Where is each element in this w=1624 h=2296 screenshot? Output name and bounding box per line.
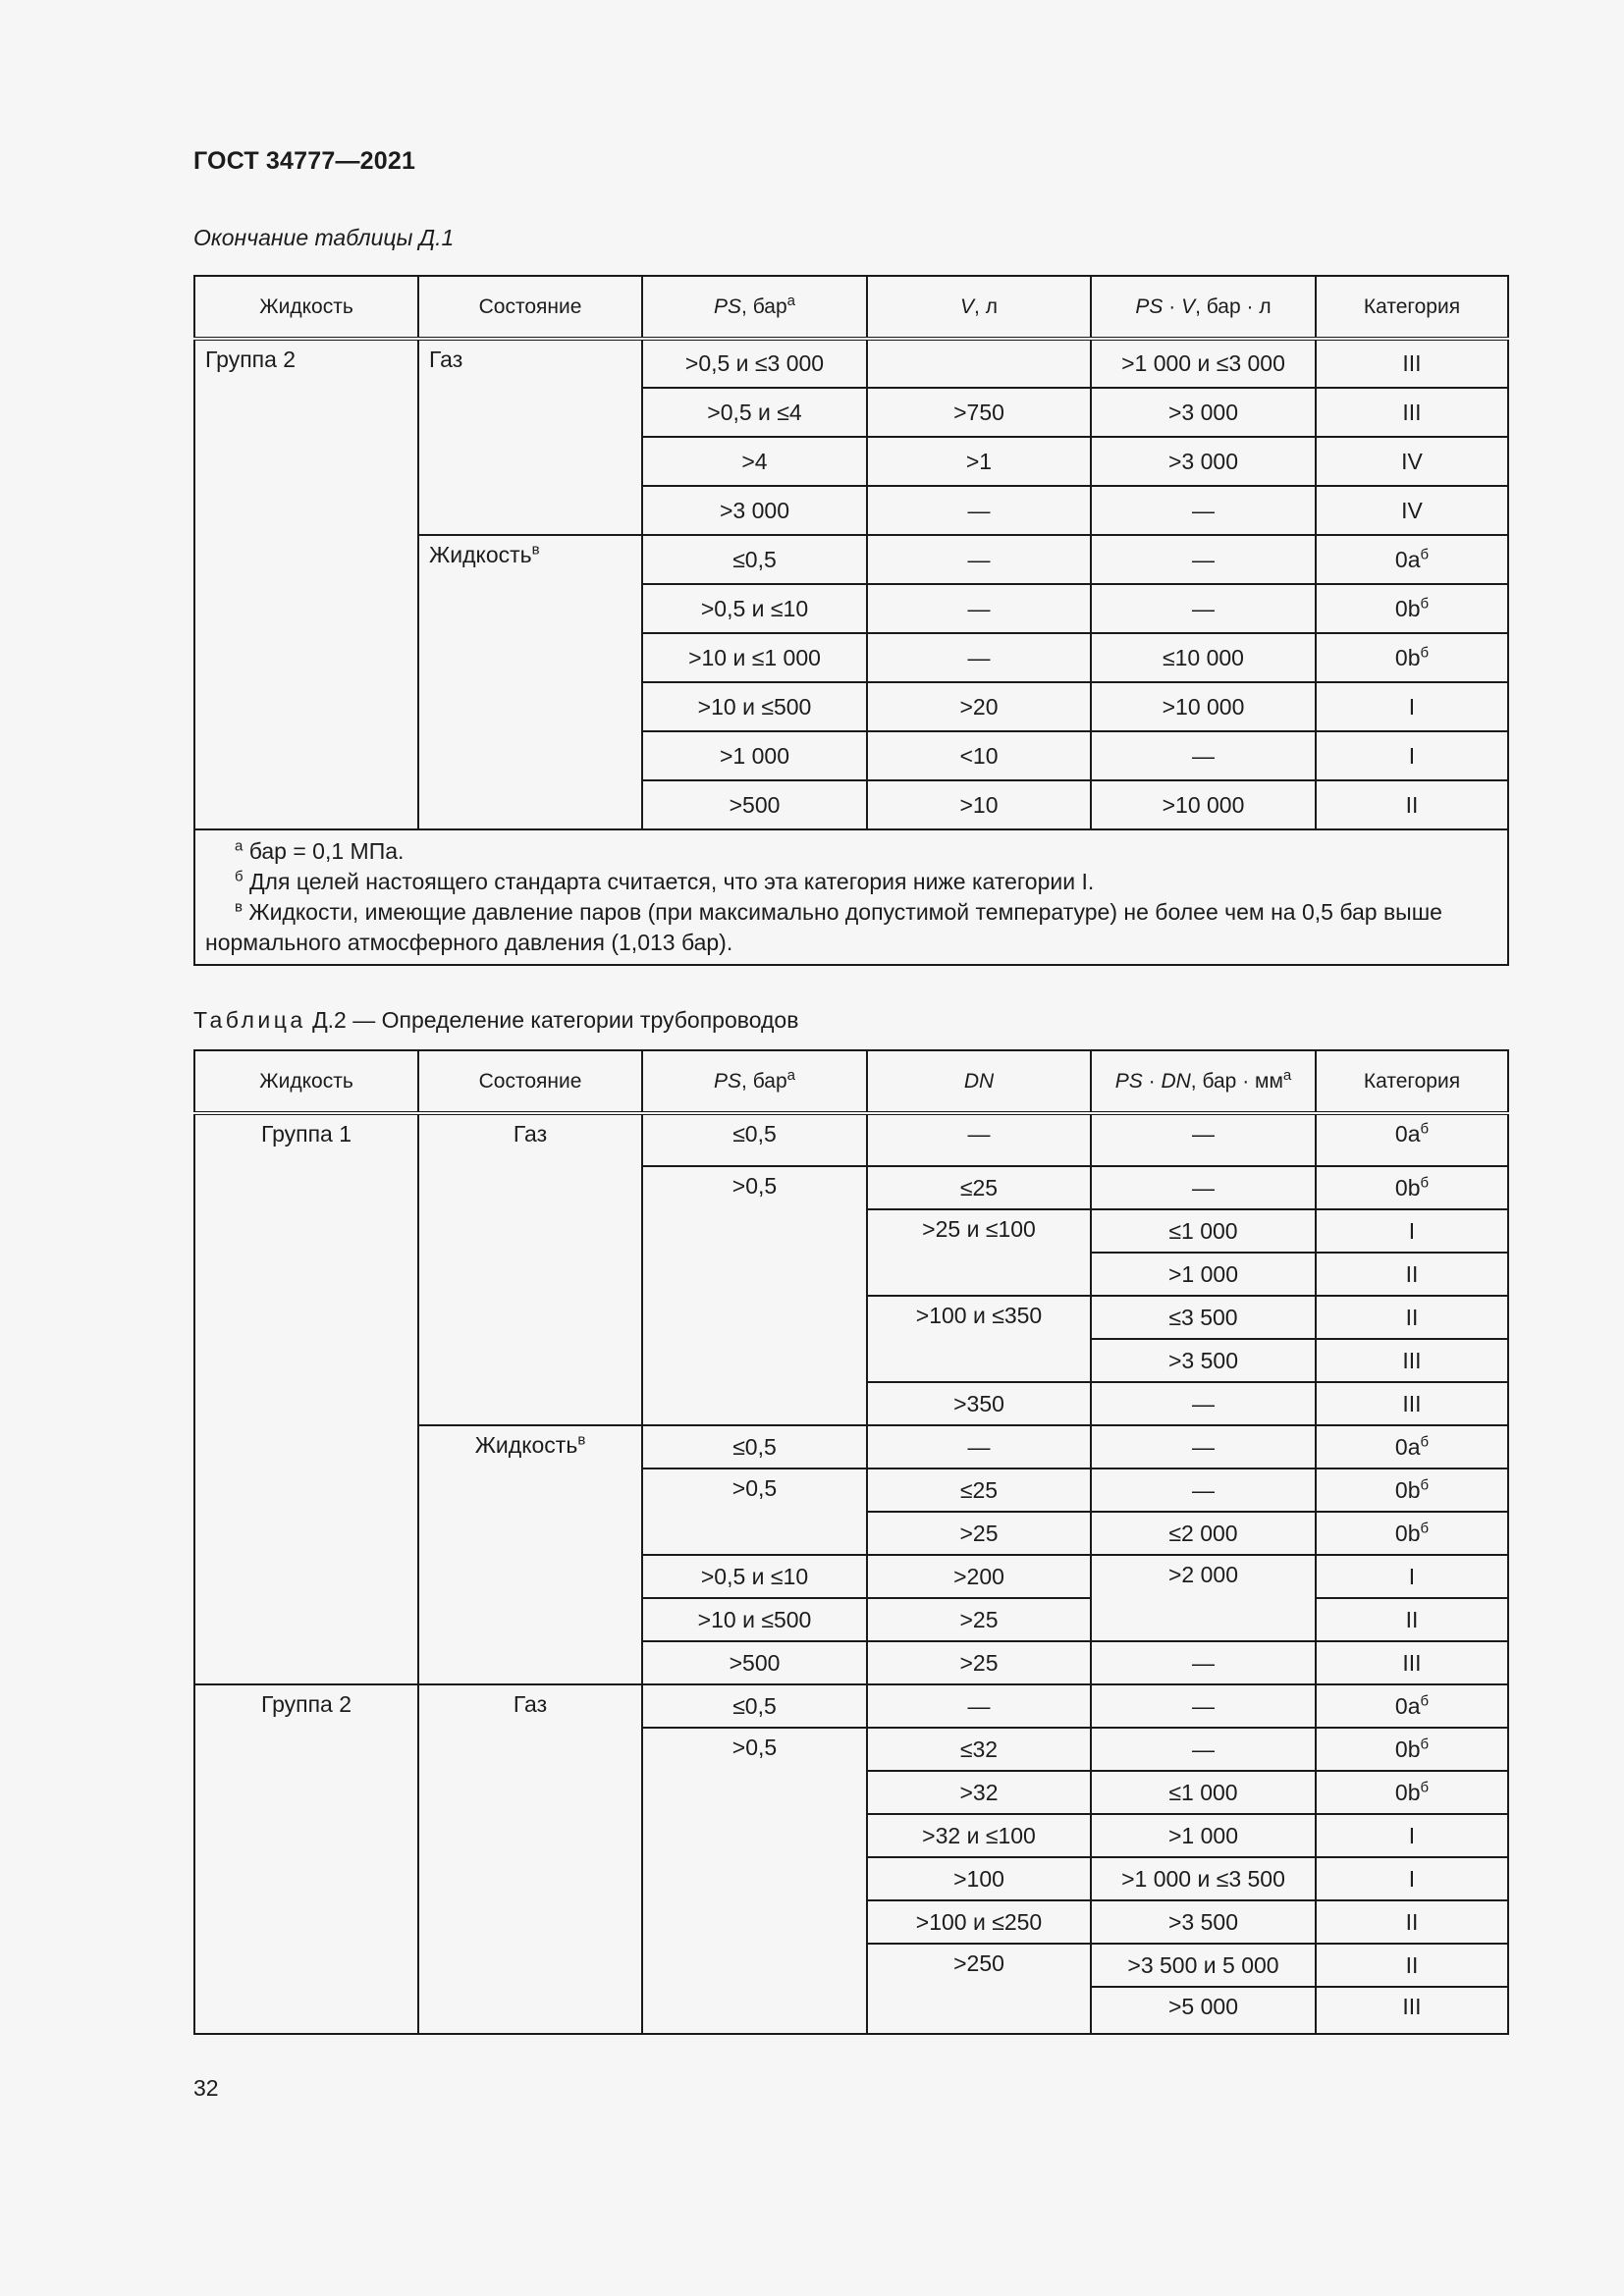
dn-cell: >100 и ≤350 xyxy=(867,1296,1091,1382)
psdn-cell: — xyxy=(1091,1468,1316,1512)
col-v: V, л xyxy=(867,276,1091,339)
dn-cell: >25 xyxy=(867,1598,1091,1641)
category-cell: $0b^б$ xyxy=(1316,1728,1508,1771)
category-cell: $0a^б$ xyxy=(1316,1684,1508,1728)
dn-cell: >32 и ≤100 xyxy=(867,1814,1091,1857)
psdn-cell: >1 000 xyxy=(1091,1253,1316,1296)
state-cell: Газ xyxy=(418,1684,642,2034)
dn-cell: >250 xyxy=(867,1944,1091,2034)
category-cell: III xyxy=(1316,339,1508,388)
dn-cell: >350 xyxy=(867,1382,1091,1425)
col-ps: PS, бар$^а$ xyxy=(642,1050,867,1113)
ps-cell: >0,5 xyxy=(642,1166,867,1425)
fluid-group-cell: Группа 2 xyxy=(194,339,418,829)
category-cell: $0b^б$ xyxy=(1316,1771,1508,1814)
v-cell: <10 xyxy=(867,731,1091,780)
ps-cell: >0,5 xyxy=(642,1468,867,1555)
psdn-cell: >1 000 xyxy=(1091,1814,1316,1857)
table1-header-row xyxy=(194,276,1508,339)
dn-cell: ≤25 xyxy=(867,1166,1091,1209)
table1-notes-row xyxy=(194,829,1508,965)
psdn-cell: ≤1 000 xyxy=(1091,1209,1316,1253)
category-cell: II xyxy=(1316,780,1508,829)
dn-cell: >25 xyxy=(867,1641,1091,1684)
category-cell: $0b^б$ xyxy=(1316,1512,1508,1555)
category-cell: I xyxy=(1316,1814,1508,1857)
dn-cell: ≤32 xyxy=(867,1728,1091,1771)
dn-cell: — xyxy=(867,1113,1091,1166)
category-cell: $0b^б$ xyxy=(1316,1468,1508,1512)
ps-cell: >10 и ≤500 xyxy=(642,1598,867,1641)
ps-cell: >500 xyxy=(642,780,867,829)
category-cell: II xyxy=(1316,1253,1508,1296)
psv-cell: >3 000 xyxy=(1091,388,1316,437)
psv-cell: >10 000 xyxy=(1091,780,1316,829)
col-ps-dn: PS · DN, бар · $мм^а$ xyxy=(1091,1050,1316,1113)
psdn-cell: — xyxy=(1091,1382,1316,1425)
psdn-cell: — xyxy=(1091,1425,1316,1468)
table-d2 xyxy=(193,1049,1509,2035)
category-cell: $0a^б$ xyxy=(1316,1113,1508,1166)
col-category: Категория xyxy=(1316,276,1508,339)
col-ps: PS, бар$^а$ xyxy=(642,276,867,339)
col-category: Категория xyxy=(1316,1050,1508,1113)
ps-cell: >1 000 xyxy=(642,731,867,780)
v-cell: — xyxy=(867,633,1091,682)
ps-cell: ≤0,5 xyxy=(642,1425,867,1468)
category-cell: I xyxy=(1316,1555,1508,1598)
ps-cell: >0,5 и ≤10 xyxy=(642,584,867,633)
category-cell: IV xyxy=(1316,437,1508,486)
psv-cell: >10 000 xyxy=(1091,682,1316,731)
dn-cell: >200 xyxy=(867,1555,1091,1598)
fluid-group-cell: Группа 1 xyxy=(194,1113,418,1684)
category-cell: I xyxy=(1316,1857,1508,1900)
psdn-cell: >3 500 xyxy=(1091,1900,1316,1944)
category-cell: III xyxy=(1316,1641,1508,1684)
category-cell: III xyxy=(1316,1382,1508,1425)
category-cell: II xyxy=(1316,1296,1508,1339)
category-cell: II xyxy=(1316,1900,1508,1944)
table1-footnotes xyxy=(194,829,1508,965)
table-row xyxy=(194,1684,1508,1728)
category-cell: II xyxy=(1316,1598,1508,1641)
ps-cell: >500 xyxy=(642,1641,867,1684)
v-cell: >10 xyxy=(867,780,1091,829)
dn-cell: >25 и ≤100 xyxy=(867,1209,1091,1296)
psdn-cell: >3 500 и 5 000 xyxy=(1091,1944,1316,1987)
ps-cell: >0,5 и ≤4 xyxy=(642,388,867,437)
table-row xyxy=(194,1113,1508,1166)
table1-caption: Окончание таблицы Д.1 xyxy=(193,225,455,250)
psdn-cell: >2 000 xyxy=(1091,1555,1316,1641)
table-row xyxy=(194,339,1508,388)
v-cell xyxy=(867,339,1091,388)
psv-cell: >3 000 xyxy=(1091,437,1316,486)
psdn-cell: >5 000 xyxy=(1091,1987,1316,2034)
category-cell: I xyxy=(1316,1209,1508,1253)
v-cell: >1 xyxy=(867,437,1091,486)
page-number: 32 xyxy=(193,2075,219,2101)
footnote-b: $^б$ Для целей настоящего стандарта считается, что эта категория ниже категории I. xyxy=(235,868,1095,894)
category-cell: I xyxy=(1316,731,1508,780)
state-cell: Газ xyxy=(418,339,642,535)
psdn-cell: ≤2 000 xyxy=(1091,1512,1316,1555)
ps-cell: >0,5 и ≤10 xyxy=(642,1555,867,1598)
dn-cell: — xyxy=(867,1684,1091,1728)
document-title: ГОСТ 34777—2021 xyxy=(193,147,416,175)
psv-cell: ≤10 000 xyxy=(1091,633,1316,682)
col-fluid: Жидкость xyxy=(194,1050,418,1113)
category-cell: $0a^б$ xyxy=(1316,535,1508,584)
table-d1-end xyxy=(193,275,1509,966)
ps-cell: >10 и ≤500 xyxy=(642,682,867,731)
ps-cell: >0,5 xyxy=(642,1728,867,2034)
ps-cell: >3 000 xyxy=(642,486,867,535)
psdn-cell: >1 000 и ≤3 500 xyxy=(1091,1857,1316,1900)
dn-cell: ≤25 xyxy=(867,1468,1091,1512)
v-cell: — xyxy=(867,584,1091,633)
dn-cell: — xyxy=(867,1425,1091,1468)
dn-cell: >100 и ≤250 xyxy=(867,1900,1091,1944)
psv-cell: — xyxy=(1091,584,1316,633)
col-fluid: Жидкость xyxy=(194,276,418,339)
psdn-cell: ≤1 000 xyxy=(1091,1771,1316,1814)
category-cell: $0b^б$ xyxy=(1316,1166,1508,1209)
category-cell: II xyxy=(1316,1944,1508,1987)
category-cell: IV xyxy=(1316,486,1508,535)
psdn-cell: — xyxy=(1091,1641,1316,1684)
fluid-group-cell: Группа 2 xyxy=(194,1684,418,2034)
psdn-cell: >3 500 xyxy=(1091,1339,1316,1382)
psdn-cell: — xyxy=(1091,1113,1316,1166)
dn-cell: >25 xyxy=(867,1512,1091,1555)
category-cell: III xyxy=(1316,1339,1508,1382)
ps-cell: ≤0,5 xyxy=(642,1684,867,1728)
category-cell: $0b^б$ xyxy=(1316,584,1508,633)
col-ps-v: PS · V, бар · л xyxy=(1091,276,1316,339)
ps-cell: ≤0,5 xyxy=(642,535,867,584)
col-state: Состояние xyxy=(418,1050,642,1113)
footnote-v: $^в$ Жидкости, имеющие давление паров (при максимально допустимой температуре) не более чем на 0,5 бар выше нормального атмосферного давления (1,013 бар). xyxy=(205,898,1442,955)
ps-cell: >4 xyxy=(642,437,867,486)
category-cell: III xyxy=(1316,388,1508,437)
psv-cell: — xyxy=(1091,535,1316,584)
psv-cell: — xyxy=(1091,486,1316,535)
category-cell: III xyxy=(1316,1987,1508,2034)
footnote-a: $^а$ бар = 0,1 МПа. xyxy=(235,837,405,864)
psdn-cell: — xyxy=(1091,1684,1316,1728)
v-cell: — xyxy=(867,535,1091,584)
category-cell: I xyxy=(1316,682,1508,731)
dn-cell: >32 xyxy=(867,1771,1091,1814)
dn-cell: >100 xyxy=(867,1857,1091,1900)
v-cell: >20 xyxy=(867,682,1091,731)
col-dn: DN xyxy=(867,1050,1091,1113)
psdn-cell: — xyxy=(1091,1728,1316,1771)
state-cell: Газ xyxy=(418,1113,642,1425)
psv-cell: — xyxy=(1091,731,1316,780)
state-cell: Жидкость$^в$ xyxy=(418,535,642,829)
col-state: Состояние xyxy=(418,276,642,339)
v-cell: — xyxy=(867,486,1091,535)
category-cell: $0a^б$ xyxy=(1316,1425,1508,1468)
psv-cell: >1 000 и ≤3 000 xyxy=(1091,339,1316,388)
ps-cell: >10 и ≤1 000 xyxy=(642,633,867,682)
state-cell: Жидкость$^в$ xyxy=(418,1425,642,1684)
psdn-cell: — xyxy=(1091,1166,1316,1209)
v-cell: >750 xyxy=(867,388,1091,437)
table2-caption: Таблица Д.2 — Определение категории трубопроводов xyxy=(193,1007,799,1033)
ps-cell: >0,5 и ≤3 000 xyxy=(642,339,867,388)
table2-header-row xyxy=(194,1050,1508,1113)
ps-cell: ≤0,5 xyxy=(642,1113,867,1166)
category-cell: $0b^б$ xyxy=(1316,633,1508,682)
psdn-cell: ≤3 500 xyxy=(1091,1296,1316,1339)
